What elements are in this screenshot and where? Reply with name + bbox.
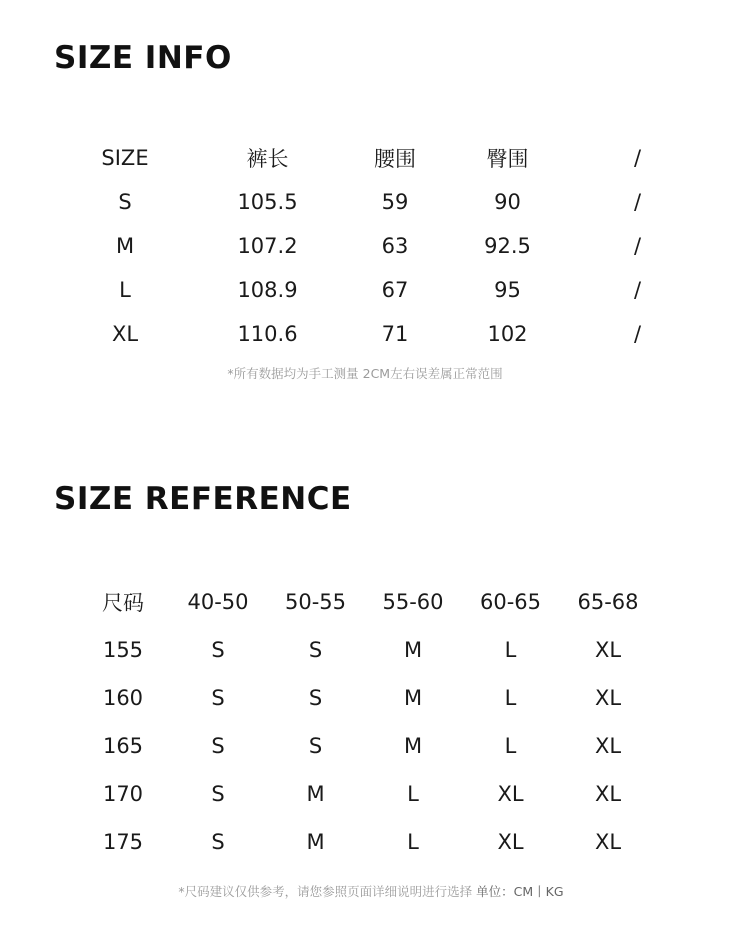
- size-cell: L: [119, 278, 131, 302]
- size-reference-header-row: [78, 578, 658, 626]
- size-cell: M: [115, 234, 135, 258]
- size-cell: M: [403, 734, 423, 758]
- size-cell: XL: [594, 782, 622, 806]
- size-cell: XL: [594, 686, 622, 710]
- size-cell: S: [308, 638, 323, 662]
- size-cell: L: [407, 782, 419, 806]
- size-info-header-row: [60, 136, 705, 180]
- height-cell: 175: [102, 830, 144, 854]
- slash-cell: /: [633, 322, 642, 346]
- size-cell: S: [211, 830, 225, 854]
- size-cell: S: [211, 782, 225, 806]
- hip-cell: 102: [487, 322, 528, 346]
- height-cell: 170: [102, 782, 144, 806]
- table-row: [78, 626, 658, 674]
- size-cell: XL: [594, 830, 622, 854]
- waist-cell: 67: [381, 278, 409, 302]
- table-row: [78, 770, 658, 818]
- slash-cell: /: [633, 234, 642, 258]
- pants-length-cell: 105.5: [237, 190, 298, 214]
- pants-length-cell: 110.6: [237, 322, 298, 346]
- size-cell: M: [403, 638, 423, 662]
- size-cell: M: [306, 782, 325, 806]
- waist-cell: 59: [381, 190, 409, 214]
- header-weight-range: 40-50: [187, 590, 249, 614]
- units-label: 单位：CM丨KG: [476, 884, 564, 899]
- size-cell: S: [118, 190, 132, 214]
- size-reference-title: SIZE REFERENCE: [54, 481, 352, 517]
- size-advice-text: *尺码建议仅供参考，请您参照页面详细说明进行选择: [178, 884, 473, 899]
- height-cell: 160: [102, 686, 144, 710]
- header-size-code: 尺码: [102, 591, 144, 615]
- pants-length-cell: 108.9: [237, 278, 298, 302]
- size-cell: XL: [111, 322, 139, 346]
- measurement-note: *所有数据均为手工测量 2CM左右误差属正常范围: [227, 366, 503, 381]
- hip-cell: 92.5: [484, 234, 531, 258]
- header-waist: 腰围: [374, 147, 416, 171]
- size-advice-note: [0, 882, 746, 900]
- waist-cell: 71: [381, 322, 409, 346]
- header-size: SIZE: [101, 146, 149, 170]
- size-cell: M: [306, 830, 325, 854]
- slash-cell: /: [633, 190, 642, 214]
- table-row: [78, 674, 658, 722]
- header-weight-range: 65-68: [577, 590, 639, 614]
- size-cell: S: [308, 734, 323, 758]
- hip-cell: 95: [494, 278, 521, 302]
- size-cell: XL: [594, 638, 622, 662]
- size-cell: L: [407, 830, 419, 854]
- size-cell: L: [504, 638, 517, 662]
- size-cell: S: [211, 686, 225, 710]
- table-row: [60, 180, 705, 224]
- size-cell: S: [211, 734, 225, 758]
- size-cell: XL: [594, 734, 622, 758]
- waist-cell: 63: [381, 234, 409, 258]
- size-cell: XL: [497, 830, 524, 854]
- size-info-table: [60, 136, 705, 356]
- pants-length-cell: 107.2: [237, 234, 298, 258]
- header-hip: 臀围: [486, 147, 529, 171]
- header-weight-range: 50-55: [284, 590, 347, 614]
- height-cell: 155: [102, 638, 144, 662]
- table-row: [60, 268, 705, 312]
- table-row: [60, 312, 705, 356]
- header-pants-length: 裤长: [246, 147, 289, 171]
- header-slash: /: [633, 146, 642, 170]
- header-weight-range: 60-65: [479, 590, 542, 614]
- table-row: [78, 818, 658, 866]
- hip-cell: 90: [494, 190, 521, 214]
- size-info-title: SIZE INFO: [54, 40, 232, 76]
- table-row: [60, 224, 705, 268]
- table-row: [78, 722, 658, 770]
- slash-cell: /: [633, 278, 642, 302]
- size-cell: S: [211, 638, 225, 662]
- size-reference-table: [78, 578, 658, 866]
- size-cell: XL: [497, 782, 524, 806]
- size-cell: M: [403, 686, 423, 710]
- height-cell: 165: [102, 734, 144, 758]
- size-cell: S: [308, 686, 323, 710]
- header-weight-range: 55-60: [382, 590, 444, 614]
- size-cell: L: [504, 734, 517, 758]
- size-cell: L: [504, 686, 517, 710]
